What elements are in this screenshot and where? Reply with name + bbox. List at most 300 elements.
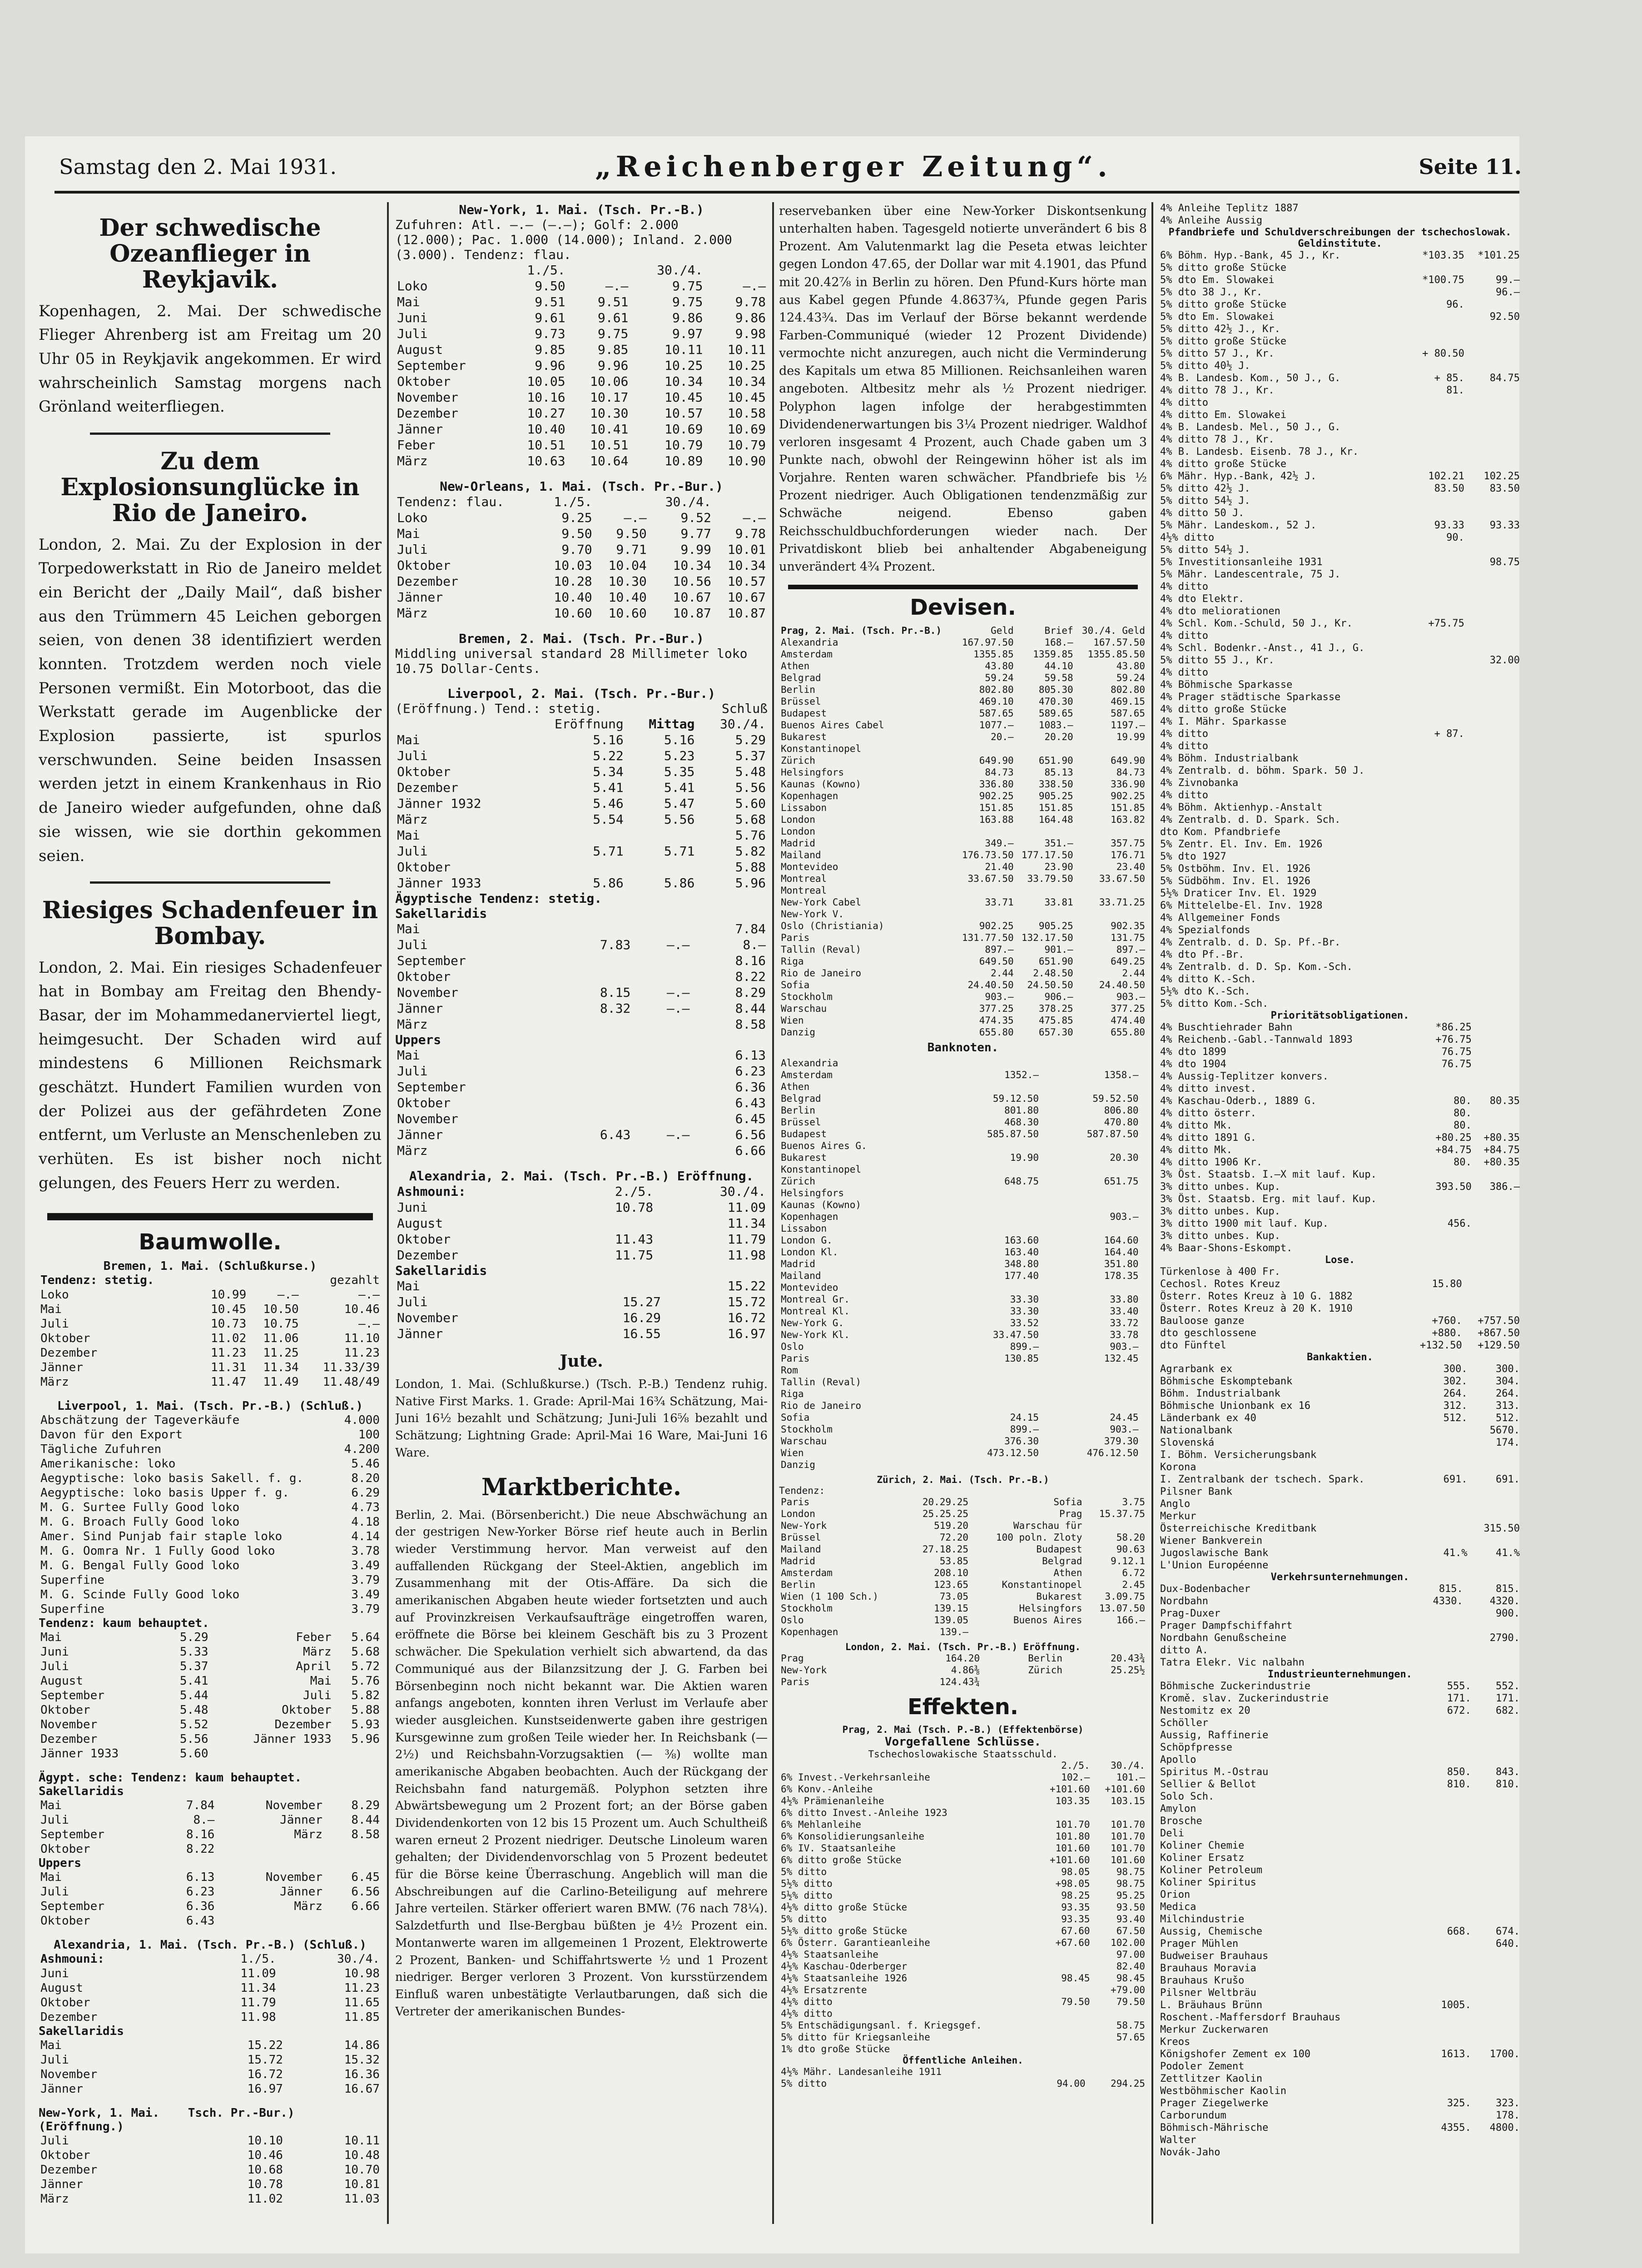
row-label: Koliner Chemie <box>1160 1840 1245 1851</box>
row-value: 7.84 <box>186 1799 215 1813</box>
row-value: 9.96 <box>535 358 566 373</box>
row-value: 11.23 <box>344 1981 380 1995</box>
row-label: Stockholm <box>781 1423 833 1435</box>
row-value: 5.44 <box>179 1689 208 1703</box>
table-row <box>1158 777 1522 789</box>
row-label: Oktober <box>40 1703 90 1717</box>
table-row <box>1158 1218 1522 1230</box>
row-label: Juli <box>397 1294 428 1309</box>
row-value: 323. <box>1496 2098 1520 2109</box>
row-value: 33.71 <box>985 896 1014 908</box>
row-value <box>632 1079 691 1095</box>
row-value: 9.98 <box>735 326 766 341</box>
row-label: I. Zentralbank der tschech. Spark. <box>1160 1474 1365 1485</box>
row-label: New-York G. <box>781 1317 844 1328</box>
row-label: Nationalbank <box>1160 1425 1232 1436</box>
market-block <box>395 202 768 469</box>
row-label: 3% ditto unbes. Kup. <box>1160 1206 1280 1217</box>
divider <box>90 433 330 435</box>
row-value: 59.12.50 <box>992 1093 1039 1104</box>
row-value: 903.— <box>1110 1423 1139 1435</box>
row-label: 3% ditto 1900 mit lauf. Kup. <box>1160 1218 1329 1229</box>
row-label: Nestomitz ex 20 <box>1160 1705 1250 1716</box>
table-row <box>1158 2122 1522 2134</box>
row-value: 98.45 <box>1116 1972 1145 1984</box>
row-value: 5.41 <box>593 780 624 795</box>
row-value: 23.90 <box>1044 861 1073 872</box>
row-value <box>1141 1152 1147 1164</box>
row-value <box>1473 1242 1522 1254</box>
row-value: 93.40 <box>1116 1913 1145 1925</box>
row-value <box>1424 1754 1473 1766</box>
row-value <box>1141 1435 1147 1447</box>
row-value <box>1424 1950 1473 1962</box>
market-head: London, 2. Mai. (Tsch. Pr.-B.) Eröffnung. <box>845 1641 1081 1652</box>
row-value: 1613. <box>1441 2049 1471 2060</box>
row-label: 4% Zentralb. d. D. Sp. Pf.-Br. <box>1160 937 1341 948</box>
row-label: Buenos Aires G. <box>781 1140 867 1151</box>
row-value: 801.80 <box>1004 1104 1039 1116</box>
row-value <box>556 1016 633 1032</box>
row-value <box>1466 384 1522 397</box>
row-value: 10.89 <box>665 453 703 468</box>
row-value <box>1473 1205 1522 1218</box>
row-value: 6.43 <box>735 1095 766 1110</box>
row-value <box>1469 1461 1522 1473</box>
row-value: 151.85 <box>1038 802 1073 813</box>
row-value: 80.35 <box>1489 1095 1520 1107</box>
row-value <box>1469 1449 1522 1461</box>
row-value: *103.35 <box>1422 250 1464 261</box>
row-value: 11.49 <box>263 1375 299 1389</box>
table-row <box>779 1807 1147 1819</box>
row-value <box>1425 1242 1473 1254</box>
table-row <box>1158 1095 1522 1107</box>
row-label: 4% Spezialfonds <box>1160 925 1250 936</box>
row-label: 5% ditto 57 J., Kr. <box>1160 348 1275 359</box>
row-value <box>1411 630 1466 642</box>
row-value: Jänner <box>280 1813 323 1827</box>
row-label: Athen <box>781 1081 810 1092</box>
row-label: 5% ditto für Kriegsanleihe <box>781 2031 930 2043</box>
market-head: Liverpool, 2. Mai. (Tsch. Pr.-Bur.) <box>447 686 715 701</box>
row-value <box>1466 850 1522 863</box>
row-label: Danzig <box>781 1026 815 1038</box>
row-value: +880. <box>1432 1328 1462 1339</box>
table-row <box>395 1231 768 1247</box>
row-value <box>1141 1175 1147 1187</box>
row-value: 76.75 <box>1441 1059 1472 1070</box>
table-row <box>1158 519 1522 532</box>
sub-head: Sakellaridis <box>39 1785 124 1799</box>
row-value <box>1408 1644 1465 1656</box>
row-label: 4½% ditto <box>781 2008 833 2019</box>
row-label: 5% ditto große Stücke <box>1160 299 1287 310</box>
row-label: Solo Sch. <box>1160 1791 1215 1802</box>
row-value <box>1141 1258 1147 1270</box>
row-value: 9.78 <box>735 294 766 309</box>
row-value: 11.31 <box>210 1361 247 1375</box>
row-value: Jänner 1933 <box>253 1732 332 1746</box>
row-value: 10.45 <box>727 390 766 405</box>
row-value: 79.50 <box>1116 1996 1145 2007</box>
market-head: Prag, 2. Mai. (Tsch. Pr.-B.) <box>781 625 942 636</box>
row-value <box>1411 801 1466 814</box>
table-row <box>779 1234 1147 1246</box>
table-row <box>1158 507 1522 519</box>
col-head: 30./4. Geld <box>1081 625 1145 636</box>
row-value <box>956 826 1016 837</box>
table-row <box>1158 1913 1522 1925</box>
row-value: +80.35 <box>1483 1157 1520 1168</box>
table-row <box>1158 214 1522 227</box>
row-value: 164.60 <box>1104 1234 1139 1246</box>
row-label: 4% ditto 78 J., Kr. <box>1160 385 1275 396</box>
table-row <box>1158 1535 1522 1547</box>
row-label: Wiener Bankverein <box>1160 1535 1263 1547</box>
row-label: Böhmische Zuckerindustrie <box>1160 1681 1311 1692</box>
table-row <box>779 778 1147 790</box>
table-row <box>1158 1987 1522 1999</box>
row-value: 1083.— <box>1038 719 1073 731</box>
row-label: 4% dto 1899 <box>1160 1046 1226 1058</box>
table-row <box>1158 360 1522 372</box>
table-row <box>39 2082 382 2096</box>
row-value: 313. <box>1496 1400 1520 1412</box>
row-value: —.— <box>358 1288 380 1302</box>
row-label: 5½% dto K.-Sch. <box>1160 986 1250 997</box>
row-label: Schöpfpresse <box>1160 1742 1232 1753</box>
row-value <box>1466 740 1522 752</box>
row-value <box>521 859 625 875</box>
table-row <box>779 1223 1147 1234</box>
row-label: 4% ditto <box>1160 581 1208 592</box>
table-row <box>39 1442 382 1457</box>
market-head: Bremen, 2. Mai. (Tsch. Pr.-Bur.) <box>459 631 704 646</box>
table-row <box>1158 1486 1522 1498</box>
table-row <box>1158 912 1522 924</box>
row-value <box>941 1140 1041 1152</box>
col-head: Mittag <box>649 716 695 731</box>
table-row <box>1158 323 1522 335</box>
table-row <box>1158 495 1522 507</box>
row-value: 336.80 <box>979 778 1014 790</box>
row-value: +101.60 <box>1049 1854 1090 1865</box>
row-label: Berlin <box>781 1579 815 1590</box>
row-value <box>1411 397 1466 409</box>
row-value <box>1411 912 1466 924</box>
row-value: 351.— <box>1044 837 1073 849</box>
table-row <box>395 732 768 748</box>
row-label: 4% Zentralb. d. böhm. Spark. 50 J. <box>1160 765 1365 776</box>
row-label: 6% Mehlanleihe <box>781 1819 862 1830</box>
column-4 <box>1158 202 1522 2247</box>
row-label: September <box>397 358 466 373</box>
row-value: 9.73 <box>535 326 566 341</box>
row-value: 5.60 <box>179 1747 208 1761</box>
row-label: 4% Zentralb. d. D. Spark. Sch. <box>1160 814 1341 826</box>
table-row <box>779 1901 1147 1913</box>
table-row <box>1158 556 1522 568</box>
row-label: Prager Mühlen <box>1160 1938 1239 1950</box>
row-value <box>1411 900 1466 912</box>
row-value: 672. <box>1447 1705 1471 1716</box>
row-value <box>1411 568 1466 581</box>
row-value <box>1411 335 1466 348</box>
market-head: Ägypt. sche: Tendenz: kaum behauptet. <box>39 1771 302 1785</box>
row-value: 164.40 <box>1104 1246 1139 1258</box>
row-value: 691. <box>1443 1474 1468 1485</box>
row-value: 519.20 <box>934 1520 968 1531</box>
table-row <box>395 557 768 573</box>
row-value <box>1424 1815 1473 1827</box>
row-value <box>1016 826 1075 837</box>
row-value: 901.— <box>1044 944 1073 955</box>
row-value <box>1037 2008 1091 2019</box>
row-label: Amerikanische: loko <box>40 1457 176 1471</box>
row-label: 5% ditto 54½ J. <box>1160 495 1250 507</box>
table-row <box>39 1798 382 1813</box>
row-label: 4% ditto große Stücke <box>1160 458 1287 470</box>
column-1 <box>39 202 382 2247</box>
row-label: Mai <box>40 1631 62 1645</box>
row-value: 903.— <box>1110 1211 1139 1222</box>
table-row <box>1158 1680 1522 1692</box>
row-label: 5% ditto 42½ J., Kr. <box>1160 323 1280 335</box>
row-label: 3% ditto unbes. Kup. <box>1160 1181 1280 1193</box>
row-value: 20.29.25 <box>922 1496 968 1507</box>
row-value: 5.71 <box>664 844 695 859</box>
table-row <box>779 731 1147 743</box>
row-value <box>1473 2060 1522 2073</box>
row-value <box>1466 949 1522 961</box>
row-value: 10.04 <box>608 558 647 573</box>
table-row <box>779 1972 1147 1984</box>
row-value <box>941 1164 1041 1175</box>
table-row <box>1158 716 1522 728</box>
row-value <box>1473 1975 1522 1987</box>
row-value: 164.20 <box>945 1652 980 1664</box>
row-label: 4% B. Landesb. Kom., 50 J., G. <box>1160 373 1341 384</box>
row-value: 6.45 <box>735 1111 766 1126</box>
row-value: 5.41 <box>179 1674 208 1688</box>
table-row <box>395 969 768 985</box>
row-value: 98.45 <box>1061 1972 1090 1984</box>
currency-table <box>779 625 1147 1038</box>
row-value <box>1411 360 1466 372</box>
row-value <box>1473 1913 1522 1925</box>
row-value: —.— <box>666 1001 690 1016</box>
table-row <box>1158 1083 1522 1095</box>
row-value: 176.73.50 <box>962 849 1014 860</box>
row-label: Amylon <box>1160 1803 1196 1815</box>
table-row <box>1158 642 1522 654</box>
section-title: Baumwolle. <box>139 1229 282 1255</box>
row-value <box>1466 716 1522 728</box>
table-row <box>1158 335 1522 348</box>
row-value <box>1466 544 1522 556</box>
table-row <box>1158 617 1522 630</box>
row-label: 4% Aussig-Teplitzer konvers. <box>1160 1071 1329 1082</box>
row-value <box>1408 1632 1465 1644</box>
row-value <box>1424 2146 1473 2159</box>
market-line <box>395 701 768 716</box>
row-value: 10.05 <box>527 374 566 389</box>
row-value: 9.85 <box>597 342 629 357</box>
row-label: Bauloose ganze <box>1160 1315 1245 1327</box>
table-row <box>779 696 1147 707</box>
row-value <box>1473 1827 1522 1840</box>
row-label: L'Union Européenne <box>1160 1560 1269 1571</box>
row-value <box>941 1400 1041 1412</box>
row-value: 802.80 <box>1111 684 1145 695</box>
row-value <box>1466 973 1522 985</box>
table-row <box>1158 202 1522 214</box>
row-value: Dezember <box>274 1718 332 1732</box>
row-value: 5.37 <box>735 748 766 763</box>
row-value: 33.78 <box>1110 1329 1139 1340</box>
row-value: 11.02 <box>210 1332 247 1346</box>
table-row <box>395 1143 768 1159</box>
row-value: 9.12.1 <box>1111 1555 1145 1567</box>
row-value <box>956 885 1016 896</box>
row-value: 177.17.50 <box>1021 849 1073 860</box>
row-value: 9.75 <box>672 279 703 293</box>
row-label: M. G. Scinde Fully Good loko <box>40 1588 240 1602</box>
row-value <box>1473 2146 1522 2159</box>
row-label: Belgrad <box>781 1093 821 1104</box>
row-value: 377.25 <box>979 1003 1014 1014</box>
row-value: 167.97.50 <box>962 637 1014 648</box>
row-value: 16.36 <box>344 2068 380 2082</box>
row-value: 10.51 <box>527 438 566 453</box>
row-value: 10.73 <box>210 1317 247 1331</box>
row-label: 4% B. Landesb. Eisenb. 78 J., Kr. <box>1160 446 1359 458</box>
row-value <box>1466 838 1522 850</box>
sub-head: Öffentliche Anleihen. <box>903 2054 1023 2066</box>
row-label: M. G. Surtee Fully Good loko <box>40 1501 240 1515</box>
row-value <box>1411 679 1466 691</box>
securities-table <box>779 2066 1147 2089</box>
row-label: Paris <box>781 932 810 943</box>
row-label: London <box>781 814 815 825</box>
row-value: 657.30 <box>1038 1026 1073 1038</box>
row-value: 33.67.50 <box>967 873 1014 884</box>
row-value <box>1141 1164 1147 1175</box>
row-value: 139.05 <box>934 1614 968 1626</box>
row-label: 4½% Staatsanleihe 1926 <box>781 1972 908 1984</box>
column-rule <box>772 202 774 2224</box>
row-value: +80.25 <box>1435 1132 1472 1144</box>
table-row <box>779 1854 1147 1866</box>
price-table <box>395 716 768 891</box>
table-row <box>1158 1815 1522 1827</box>
row-label: 4% ditto 78 J., Kr. <box>1160 434 1275 445</box>
table-row <box>779 991 1147 1003</box>
row-label: Schöller <box>1160 1717 1208 1729</box>
row-label: Juli <box>40 1660 69 1674</box>
row-value: März <box>294 1900 323 1914</box>
row-value: März <box>294 1828 323 1842</box>
row-label: Novák-Jaho <box>1160 2147 1220 2158</box>
row-label: 4½% Kaschau-Oderberger <box>781 1960 908 1972</box>
row-label: Oslo <box>781 1614 804 1626</box>
row-label: Rom <box>781 1364 798 1376</box>
row-value: 8.— <box>193 1813 215 1827</box>
row-value: 11.09 <box>240 1967 276 1981</box>
row-value: 10.79 <box>665 438 703 453</box>
table-row <box>1158 1070 1522 1083</box>
row-value <box>1473 1889 1522 1901</box>
table-row <box>1158 1962 1522 1975</box>
row-value: 386.— <box>1489 1181 1520 1193</box>
table-row <box>779 1626 1147 1638</box>
row-value: 897.— <box>1116 944 1145 955</box>
row-value: 512. <box>1496 1413 1520 1424</box>
table-row <box>39 1587 382 1602</box>
row-value <box>1466 777 1522 789</box>
row-value: —.— <box>743 279 766 293</box>
row-value: 5.52 <box>179 1718 208 1732</box>
row-value: 9.51 <box>597 294 629 309</box>
row-label: Mai <box>397 1048 420 1063</box>
row-value: 11.34 <box>263 1361 299 1375</box>
row-value <box>1466 691 1522 703</box>
row-value: 469.15 <box>1111 696 1145 707</box>
row-value <box>1411 421 1466 433</box>
row-label: Mai <box>397 921 420 936</box>
row-label: Madrid <box>781 837 815 849</box>
row-label: Kreos <box>1160 2036 1191 2048</box>
row-value <box>1141 1081 1147 1093</box>
table-row <box>1158 2085 1522 2097</box>
row-value: 9.52 <box>680 510 711 525</box>
sub-head: Tschechoslowakische Staatsschuld. <box>868 1748 1058 1760</box>
row-value <box>1411 887 1466 900</box>
table-row <box>395 985 768 1000</box>
row-value: 10.98 <box>344 1967 380 1981</box>
row-label: Aussig, Raffinerie <box>1160 1730 1269 1741</box>
table-row <box>39 2038 382 2053</box>
securities-block <box>779 1724 1147 2089</box>
table-row <box>1158 1852 1522 1864</box>
table-row <box>1158 1864 1522 1876</box>
row-label: Oktober <box>40 2149 90 2163</box>
row-value <box>632 921 691 937</box>
row-label: London <box>781 826 815 837</box>
market-head: Alexandria, 2. Mai. (Tsch. Pr.-B.) Eröffnung. <box>409 1169 754 1184</box>
table-row <box>1158 2109 1522 2122</box>
row-value: 10.68 <box>247 2163 283 2177</box>
row-label: Helsingfors <box>781 766 844 778</box>
row-value: 15.22 <box>727 1278 766 1293</box>
table-row <box>1158 433 1522 446</box>
row-label: 5% Südböhm. Inv. El. 1926 <box>1160 875 1311 887</box>
row-value: 476.12.50 <box>1086 1447 1139 1458</box>
row-value: 9.75 <box>597 326 629 341</box>
row-value: 5.56 <box>179 1732 208 1746</box>
row-value: 10.40 <box>608 590 647 605</box>
article-body: London, 2. Mai. Ein riesiges Schadenfeuer hat in Bombay am Freitag den Bhendy-Basar, der im Mohammedanerviertel liegt, heimgesucht. Der Schaden wird auf mindestens 6 Millionen Reichsmark geschätzt. Hundert Familien wurden von der Polizei aus der gefährdeten Zone entfernt, um Verluste an Menschenleben zu verhüten. Es ist bisher noch nicht gelungen, des Feuers Herr zu werden. <box>39 958 382 1192</box>
row-value: 6.45 <box>351 1870 380 1885</box>
row-value: 10.75 <box>263 1317 299 1331</box>
row-value: 80. <box>1453 1108 1472 1119</box>
row-value: 902.25 <box>979 790 1014 801</box>
row-label: Juni <box>40 1645 69 1659</box>
table-row <box>779 885 1147 896</box>
table-row <box>779 1164 1147 1175</box>
row-value: 101.70 <box>1111 1830 1145 1842</box>
